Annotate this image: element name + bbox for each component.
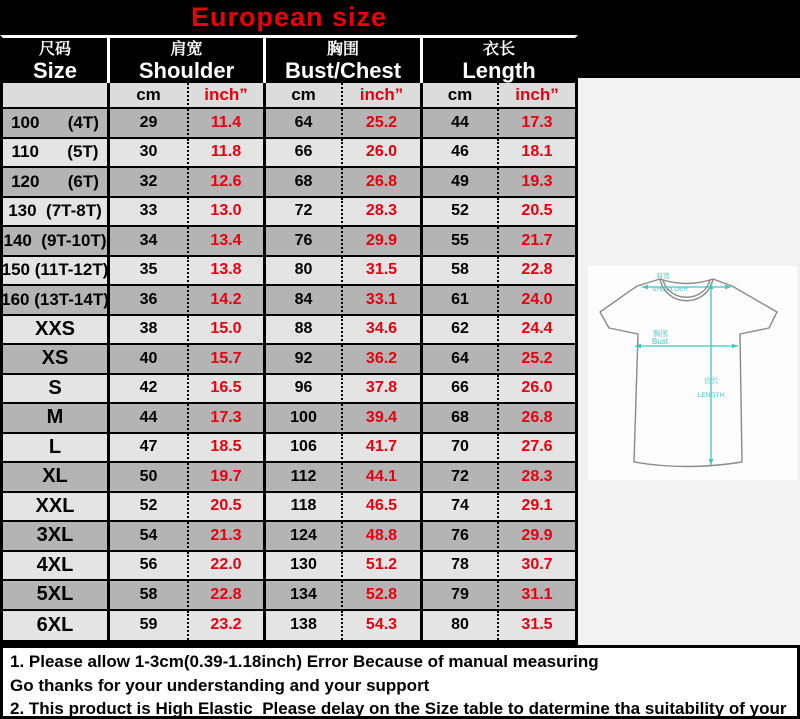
value-cell: 33.1 — [343, 286, 423, 316]
value-cell: 55 — [423, 227, 499, 257]
value-cell: 74 — [423, 493, 499, 523]
value-cell: 64 — [423, 345, 499, 375]
col-header-shoulder-en: Shoulder — [138, 57, 235, 83]
col-header-bust-en: Bust/Chest — [284, 57, 402, 83]
size-cell: 150 (11T-12T) — [3, 257, 110, 287]
value-cell: 18.1 — [499, 139, 575, 169]
value-cell: 22.8 — [499, 257, 575, 287]
value-cell: 22.8 — [189, 581, 266, 611]
value-cell: 30.7 — [499, 552, 575, 582]
value-cell: 15.0 — [189, 316, 266, 346]
value-cell: 20.5 — [189, 493, 266, 523]
value-cell: 92 — [266, 345, 343, 375]
value-cell: 58 — [423, 257, 499, 287]
value-cell: 96 — [266, 375, 343, 405]
value-cell: 61 — [423, 286, 499, 316]
value-cell: 34.6 — [343, 316, 423, 346]
col-header-shoulder — [110, 38, 266, 83]
value-cell: 11.8 — [189, 139, 266, 169]
value-cell: 35 — [110, 257, 189, 287]
value-cell: 72 — [423, 463, 499, 493]
value-cell: 118 — [266, 493, 343, 523]
value-cell: 64 — [266, 109, 343, 139]
value-cell: 52.8 — [343, 581, 423, 611]
value-cell: 31.5 — [343, 257, 423, 287]
value-cell: 54 — [110, 522, 189, 552]
value-cell: 15.7 — [189, 345, 266, 375]
value-cell: 54.3 — [343, 611, 423, 641]
bust-label-en: Bust — [652, 337, 669, 346]
value-cell: 62 — [423, 316, 499, 346]
size-cell: 160 (13T-14T) — [3, 286, 110, 316]
value-cell: 124 — [266, 522, 343, 552]
value-cell: 44 — [110, 404, 189, 434]
value-cell: 50 — [110, 463, 189, 493]
size-cell: 120 (6T) — [3, 168, 110, 198]
col-header-length-zh: 衣长 — [482, 40, 515, 58]
value-cell: 72 — [266, 198, 343, 228]
value-cell: 24.4 — [499, 316, 575, 346]
note-line-1: 1. Please allow 1-3cm(0.39-1.18inch) Error Because of manual measuring — [10, 652, 599, 671]
value-cell: 26.8 — [343, 168, 423, 198]
value-cell: 11.4 — [189, 109, 266, 139]
value-cell: 68 — [423, 404, 499, 434]
col-header-shoulder-zh: 肩宽 — [170, 40, 203, 58]
value-cell: 41.7 — [343, 434, 423, 464]
value-cell: 31.5 — [499, 611, 575, 641]
value-cell: 44 — [423, 109, 499, 139]
size-cell: XS — [3, 345, 110, 375]
size-cell: 110 (5T) — [3, 139, 110, 169]
unit-cm-cell: cm — [110, 83, 189, 109]
size-cell: M — [3, 404, 110, 434]
size-cell: 3XL — [3, 522, 110, 552]
value-cell: 28.3 — [499, 463, 575, 493]
size-cell: 4XL — [3, 552, 110, 582]
size-cell: S — [3, 375, 110, 405]
value-cell: 27.6 — [499, 434, 575, 464]
col-header-bust-zh: 胸围 — [326, 40, 359, 58]
shoulder-label-zh: 肩宽 — [656, 273, 670, 280]
page-title: European size — [190, 2, 388, 32]
value-cell: 51.2 — [343, 552, 423, 582]
value-cell: 26.0 — [499, 375, 575, 405]
value-cell: 134 — [266, 581, 343, 611]
value-cell: 21.7 — [499, 227, 575, 257]
value-cell: 16.5 — [189, 375, 266, 405]
value-cell: 42 — [110, 375, 189, 405]
value-cell: 76 — [423, 522, 499, 552]
value-cell: 25.2 — [499, 345, 575, 375]
note-line-3: 2. This product is High Elastic Please delay on the Size table to datermine tha suitability of your — [10, 699, 787, 718]
notes-box — [0, 645, 800, 719]
value-cell: 88 — [266, 316, 343, 346]
value-cell: 32 — [110, 168, 189, 198]
value-cell: 66 — [423, 375, 499, 405]
value-cell: 37.8 — [343, 375, 423, 405]
value-cell: 46.5 — [343, 493, 423, 523]
value-cell: 84 — [266, 286, 343, 316]
col-header-size — [3, 38, 110, 83]
value-cell: 130 — [266, 552, 343, 582]
length-label-zh: 衣长 — [703, 376, 719, 385]
size-cell: 100 (4T) — [3, 109, 110, 139]
value-cell: 29.1 — [499, 493, 575, 523]
value-cell: 47 — [110, 434, 189, 464]
size-cell: XXL — [3, 493, 110, 523]
value-cell: 52 — [110, 493, 189, 523]
value-cell: 58 — [110, 581, 189, 611]
value-cell: 29.9 — [343, 227, 423, 257]
value-cell: 100 — [266, 404, 343, 434]
value-cell: 36 — [110, 286, 189, 316]
value-cell: 76 — [266, 227, 343, 257]
value-cell: 21.3 — [189, 522, 266, 552]
value-cell: 39.4 — [343, 404, 423, 434]
size-cell: 130 (7T-8T) — [3, 198, 110, 228]
size-cell: L — [3, 434, 110, 464]
value-cell: 78 — [423, 552, 499, 582]
value-cell: 13.0 — [189, 198, 266, 228]
tshirt-diagram — [588, 266, 797, 480]
value-cell: 138 — [266, 611, 343, 641]
value-cell: 28.3 — [343, 198, 423, 228]
value-cell: 48.8 — [343, 522, 423, 552]
value-cell: 68 — [266, 168, 343, 198]
length-label-en: LENGTH — [697, 392, 725, 399]
value-cell: 29 — [110, 109, 189, 139]
tshirt-outline — [600, 279, 777, 467]
unit-inch-cell: inch” — [189, 83, 266, 109]
value-cell: 26.8 — [499, 404, 575, 434]
value-cell: 56 — [110, 552, 189, 582]
size-cell: 6XL — [3, 611, 110, 641]
bust-label-zh: 胸围 — [653, 329, 668, 338]
size-table — [0, 35, 578, 643]
measure-diagram-panel — [578, 78, 800, 645]
value-cell: 13.4 — [189, 227, 266, 257]
col-header-length-en: Length — [462, 57, 536, 83]
value-cell: 23.2 — [189, 611, 266, 641]
size-cell: XXS — [3, 316, 110, 346]
value-cell: 19.7 — [189, 463, 266, 493]
value-cell: 70 — [423, 434, 499, 464]
value-cell: 12.6 — [189, 168, 266, 198]
value-cell: 20.5 — [499, 198, 575, 228]
value-cell: 49 — [423, 168, 499, 198]
value-cell: 17.3 — [499, 109, 575, 139]
unit-cm-cell: cm — [266, 83, 343, 109]
note-line-2: Go thanks for your understanding and your support — [10, 675, 430, 695]
value-cell: 24.0 — [499, 286, 575, 316]
col-header-length — [423, 38, 575, 83]
value-cell: 80 — [266, 257, 343, 287]
value-cell: 36.2 — [343, 345, 423, 375]
unit-cm-cell: cm — [423, 83, 499, 109]
value-cell: 52 — [423, 198, 499, 228]
shoulder-label-en: SHOULDER — [652, 286, 689, 293]
value-cell: 38 — [110, 316, 189, 346]
col-header-bust — [266, 38, 423, 83]
size-cell: 140 (9T-10T) — [3, 227, 110, 257]
value-cell: 34 — [110, 227, 189, 257]
value-cell: 33 — [110, 198, 189, 228]
value-cell: 66 — [266, 139, 343, 169]
value-cell: 18.5 — [189, 434, 266, 464]
col-header-size-en: Size — [32, 57, 78, 83]
tshirt-illustration — [588, 266, 797, 480]
value-cell: 13.8 — [189, 257, 266, 287]
unit-inch-cell: inch” — [343, 83, 423, 109]
value-cell: 22.0 — [189, 552, 266, 582]
unit-blank-cell — [3, 83, 110, 109]
size-cell: 5XL — [3, 581, 110, 611]
value-cell: 17.3 — [189, 404, 266, 434]
value-cell: 106 — [266, 434, 343, 464]
value-cell: 30 — [110, 139, 189, 169]
value-cell: 46 — [423, 139, 499, 169]
value-cell: 59 — [110, 611, 189, 641]
col-header-size-zh: 尺码 — [38, 40, 71, 58]
size-cell: XL — [3, 463, 110, 493]
value-cell: 112 — [266, 463, 343, 493]
value-cell: 40 — [110, 345, 189, 375]
value-cell: 29.9 — [499, 522, 575, 552]
value-cell: 44.1 — [343, 463, 423, 493]
value-cell: 25.2 — [343, 109, 423, 139]
value-cell: 26.0 — [343, 139, 423, 169]
value-cell: 14.2 — [189, 286, 266, 316]
value-cell: 80 — [423, 611, 499, 641]
value-cell: 79 — [423, 581, 499, 611]
measurement-lines — [635, 283, 738, 465]
unit-inch-cell: inch” — [499, 83, 575, 109]
value-cell: 19.3 — [499, 168, 575, 198]
value-cell: 31.1 — [499, 581, 575, 611]
measurement-arrowheads — [635, 283, 738, 465]
